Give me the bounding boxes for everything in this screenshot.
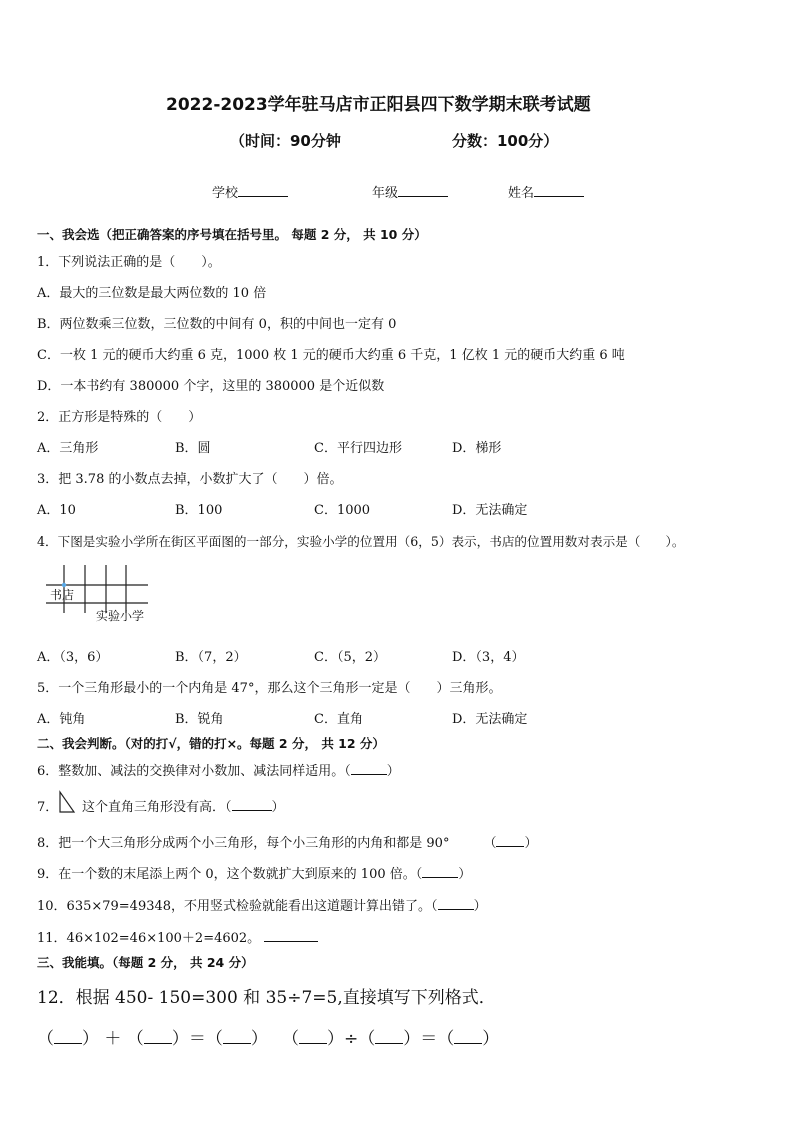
q12-blank-4[interactable] [299, 1031, 327, 1044]
grade-label: 年级 [372, 186, 399, 201]
q2-option-b[interactable]: B．圆 [175, 441, 211, 456]
street-map-figure [40, 563, 165, 628]
q4-option-b[interactable]: B．（7，2） [175, 650, 247, 665]
q12-stem: 12．根据 450- 150=300 和 35÷7=5,直接填写下列格式． [37, 988, 496, 1008]
q1-option-b[interactable]: B．两位数乘三位数，三位数的中间有 0，积的中间也一定有 0 [37, 317, 397, 332]
grade-field[interactable] [372, 182, 448, 201]
right-triangle-icon [58, 790, 76, 814]
name-blank[interactable] [534, 184, 584, 197]
q5-option-b[interactable]: B．锐角 [175, 712, 224, 727]
school-map-label: 实验小学 [96, 609, 145, 623]
q9: 9．在一个数的末尾添上两个 0，这个数就扩大到原来的 100 倍。（ ） [37, 867, 472, 882]
q1-stem: 1．下列说法正确的是（ ）。 [37, 255, 221, 270]
school-label: 学校 [212, 186, 239, 201]
section3-title: 三、我能填。（每题 2 分， 共 24 分） [37, 955, 254, 970]
q10: 10．635×79=49348，不用竖式检验就能看出这道题计算出错了。（ ） [37, 899, 487, 914]
q12-addition-template: （ ） ＋ （ ）＝（ ） [37, 1029, 268, 1049]
q4-option-c[interactable]: C．（5，2） [314, 650, 386, 665]
q12-blank-3[interactable] [223, 1031, 251, 1044]
q7-text: 这个直角三角形没有高． [82, 800, 226, 815]
equals-sign: ＝ [188, 1029, 206, 1049]
equals-sign: ＝ [420, 1029, 438, 1049]
q7 [37, 796, 58, 815]
q5-option-c[interactable]: C．直角 [314, 712, 363, 727]
q8-blank[interactable] [496, 834, 524, 847]
q7-number: 7． [37, 800, 59, 815]
school-blank[interactable] [238, 184, 288, 197]
q7-body: 这个直角三角形没有高．（ ） [82, 800, 285, 815]
q3-option-d[interactable]: D．无法确定 [452, 503, 528, 518]
q3-option-b[interactable]: B．100 [175, 503, 223, 518]
q12-blank-5[interactable] [375, 1031, 403, 1044]
q12-blank-1[interactable] [54, 1031, 82, 1044]
page-title: 2022-2023学年驻马店市正阳县四下数学期末联考试题 [166, 95, 591, 115]
q12-blank-2[interactable] [144, 1031, 172, 1044]
q12-division-template: （ ）÷（ ）＝（ ） [282, 1029, 500, 1049]
q5-option-a[interactable]: A．钝角 [37, 712, 86, 727]
q3-stem: 3．把 3.78 的小数点去掉，小数扩大了（ ）倍。 [37, 472, 343, 487]
q2-option-d[interactable]: D．梯形 [452, 441, 502, 456]
name-label: 姓名 [508, 186, 535, 201]
q7-blank[interactable] [232, 798, 272, 811]
q2-stem: 2．正方形是特殊的（ ） [37, 410, 202, 425]
q10-text: 10．635×79=49348，不用竖式检验就能看出这道题计算出错了。 [37, 899, 432, 914]
q11-blank[interactable] [264, 929, 318, 942]
q1-option-d[interactable]: D．一本书约有 380000 个字，这里的 380000 是个近似数 [37, 379, 385, 394]
q1-option-c[interactable]: C．一枚 1 元的硬币大约重 6 克，1000 枚 1 元的硬币大约重 6 千克，1 亿枚 1 元的硬币大约重 6 吨 [37, 348, 625, 363]
q4-option-d[interactable]: D．（3，4） [452, 650, 525, 665]
bookstore-label: 书店 [50, 588, 75, 602]
q9-blank[interactable] [422, 865, 458, 878]
q2-option-c[interactable]: C．平行四边形 [314, 441, 402, 456]
q6-blank[interactable] [351, 762, 387, 775]
grade-blank[interactable] [398, 184, 448, 197]
q12-blank-6[interactable] [454, 1031, 482, 1044]
school-field[interactable] [212, 182, 288, 201]
q6-text: 6．整数加、减法的交换律对小数加、减法同样适用。 [37, 764, 345, 779]
q11 [37, 927, 318, 946]
score-label: 分数：100分） [452, 132, 559, 150]
q6: 6．整数加、减法的交换律对小数加、减法同样适用。（ ） [37, 764, 400, 779]
q10-blank[interactable] [438, 897, 474, 910]
q8: 8．把一个大三角形分成两个小三角形，每个小三角形的内角和都是 90° （ ） [37, 836, 538, 851]
q9-text: 9．在一个数的末尾添上两个 0，这个数就扩大到原来的 100 倍。 [37, 867, 416, 882]
section1-title: 一、我会选（把正确答案的序号填在括号里。 每题 2 分， 共 10 分） [37, 227, 427, 242]
section2-title: 二、我会判断。（对的打√，错的打×。每题 2 分， 共 12 分） [37, 736, 385, 751]
q1-option-a[interactable]: A．最大的三位数是最大两位数的 10 倍 [37, 286, 267, 301]
divide-sign: ÷ [344, 1029, 359, 1049]
plus-sign: ＋ [104, 1029, 122, 1049]
q5-stem: 5．一个三角形最小的一个内角是 47°，那么这个三角形一定是（ ）三角形。 [37, 681, 502, 696]
q11-text: 11．46×102=46×100＋2=4602。 [37, 931, 261, 946]
q8-text: 8．把一个大三角形分成两个小三角形，每个小三角形的内角和都是 90° [37, 836, 450, 851]
q5-option-d[interactable]: D．无法确定 [452, 712, 528, 727]
q4-option-a[interactable]: A．（3，6） [37, 650, 109, 665]
name-field[interactable] [508, 182, 584, 201]
time-label: （时间：90分钟 [230, 132, 341, 150]
q3-option-a[interactable]: A．10 [37, 503, 76, 518]
q2-option-a[interactable]: A．三角形 [37, 441, 99, 456]
q3-option-c[interactable]: C．1000 [314, 503, 371, 518]
q4-stem: 4．下图是实验小学所在街区平面图的一部分，实验小学的位置用（6，5）表示，书店的位置用数对表示是（ ）。 [37, 534, 685, 549]
